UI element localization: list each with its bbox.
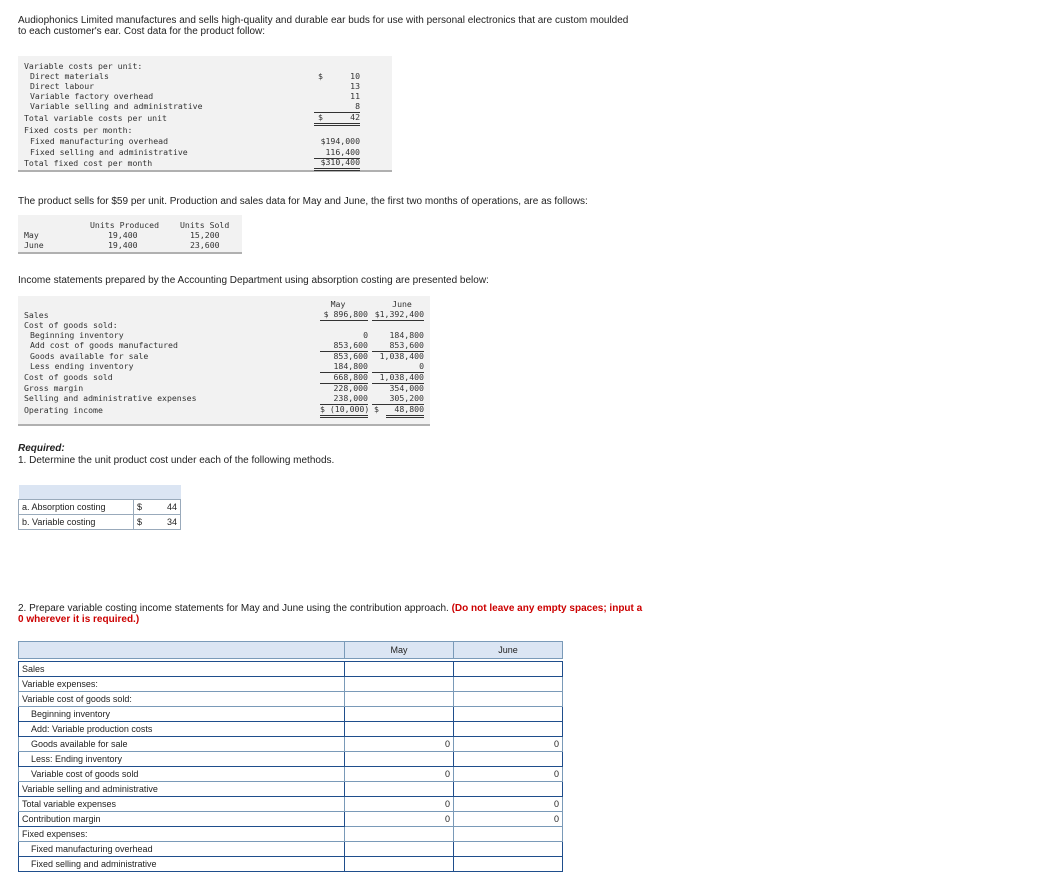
inc-sae-june: 305,200 (372, 393, 424, 405)
inc-bi-june: 184,800 (389, 330, 424, 340)
variable-selling-admin-june-input[interactable] (454, 782, 563, 797)
inc-acgm-label: Add cost of goods manufactured (30, 340, 178, 350)
table-row (19, 797, 563, 812)
row-label-fixed-selling-admin[interactable]: Fixed selling and administrative (19, 857, 345, 872)
fixed-manufacturing-overhead-may-input[interactable] (345, 842, 454, 857)
row-label-variable-cogs-header: Variable cost of goods sold: (19, 692, 345, 707)
fixed-selling-admin-label: Fixed selling and administrative (30, 147, 188, 157)
inc-bi-may: 0 (363, 330, 368, 340)
required-heading: Required: (18, 443, 65, 454)
variable-selling-admin-value: 8 (314, 101, 360, 113)
prod-june-label: June (24, 240, 44, 250)
table-row (19, 767, 563, 782)
variable-costing-input[interactable]: 34 (150, 515, 181, 530)
inc-lei-june: 0 (372, 361, 424, 373)
inc-gafs-label: Goods available for sale (30, 351, 149, 361)
row-label-sales[interactable]: Sales (19, 662, 345, 677)
fixed-manufacturing-overhead-value: $194,000 (320, 136, 360, 146)
row-label-fixed-manufacturing-overhead[interactable]: Fixed manufacturing overhead (19, 842, 345, 857)
row-label-beginning-inventory[interactable]: Beginning inventory (19, 707, 345, 722)
production-table (18, 215, 242, 254)
table-row (19, 662, 563, 677)
variable-factory-overhead-label: Variable factory overhead (30, 91, 154, 101)
fixed-manufacturing-overhead-june-input[interactable] (454, 842, 563, 857)
table-row (19, 857, 563, 872)
prod-june-produced: 19,400 (108, 240, 138, 250)
table-row (19, 500, 181, 515)
statement-may-header: May (345, 642, 454, 659)
variable-costing-currency: $ (134, 515, 151, 530)
total-variable-costs-label: Total variable costs per unit (24, 113, 167, 123)
prod-may-produced: 19,400 (108, 230, 138, 240)
row-label-fixed-expenses: Fixed expenses: (19, 827, 345, 842)
variable-cogs-header-june (454, 692, 563, 707)
table-header-row (19, 642, 563, 659)
inc-cgs-may: 668,800 (320, 372, 368, 384)
variable-cogs-may: 0 (345, 767, 454, 782)
fixed-costs-header: Fixed costs per month: (24, 125, 133, 135)
inc-cgs-june: 1,038,400 (372, 372, 424, 384)
table-row (19, 737, 563, 752)
total-fixed-cost-value: $310,400 (314, 157, 360, 171)
units-produced-header: Units Produced (90, 220, 160, 230)
inc-may-header: May (330, 299, 346, 309)
absorption-costing-currency: $ (134, 500, 151, 515)
goods-available-may: 0 (345, 737, 454, 752)
variable-selling-admin-may-input[interactable] (345, 782, 454, 797)
row-label-total-variable-expenses: Total variable expenses (19, 797, 345, 812)
sales-june-input[interactable] (454, 662, 563, 677)
fixed-selling-admin-value: 116,400 (314, 147, 360, 159)
inc-sales-may: $ 896,800 (320, 309, 368, 321)
question-1-text: 1. Determine the unit product cost under each of the following methods. (18, 455, 335, 466)
table-row (19, 842, 563, 857)
question-2-main: 2. Prepare variable costing income statements for May and June using the contribution approach. (18, 603, 449, 614)
question-2-requirement: (Do not leave any empty spaces; input a 0 wherever it is required.) (18, 603, 643, 625)
inc-gafs-june: 1,038,400 (379, 351, 424, 361)
question-2-text (18, 603, 648, 625)
prod-june-sold: 23,600 (190, 240, 220, 250)
fixed-selling-admin-may-input[interactable] (345, 857, 454, 872)
variable-selling-admin-label: Variable selling and administrative (30, 101, 203, 111)
row-label-variable-expenses: Variable expenses: (19, 677, 345, 692)
inc-oi-label: Operating income (24, 405, 103, 415)
inc-oi-june-currency: $ (374, 404, 379, 414)
inc-gm-label: Gross margin (24, 383, 84, 393)
goods-available-june: 0 (454, 737, 563, 752)
absorption-income-statement (18, 296, 430, 426)
inc-acgm-may: 853,600 (320, 340, 368, 352)
income-text: Income statements prepared by the Accounting Department using absorption costing are presented below: (18, 275, 489, 286)
inc-sales-june: $1,392,400 (372, 309, 424, 321)
table-row (19, 677, 563, 692)
total-variable-costs-value: 42 (314, 112, 360, 126)
contribution-margin-may: 0 (345, 812, 454, 827)
table-row (19, 812, 563, 827)
direct-labour-label: Direct labour (30, 81, 95, 91)
absorption-costing-input[interactable]: 44 (150, 500, 181, 515)
inc-gafs-may: 853,600 (333, 351, 368, 361)
inc-gm-may: 228,000 (333, 383, 368, 393)
unit-cost-header-bar (19, 485, 181, 500)
direct-materials-currency: $ (318, 71, 323, 81)
row-label-variable-selling-admin[interactable]: Variable selling and administrative (19, 782, 345, 797)
table-row (19, 752, 563, 767)
fixed-expenses-june (454, 827, 563, 842)
inc-oi-may: $ (10,000) (320, 404, 368, 418)
unit-cost-table (18, 485, 181, 530)
row-label-contribution-margin[interactable]: Contribution margin (19, 812, 345, 827)
statement-june-header: June (454, 642, 563, 659)
variable-costing-label: b. Variable costing (19, 515, 134, 530)
fixed-expenses-may (345, 827, 454, 842)
variable-expenses-june (454, 677, 563, 692)
table-row (19, 827, 563, 842)
inc-sales-label: Sales (24, 310, 49, 320)
table-row (19, 782, 563, 797)
total-fixed-cost-label: Total fixed cost per month (24, 158, 153, 168)
sales-may-input[interactable] (345, 662, 454, 677)
beginning-inventory-june-input[interactable] (454, 707, 563, 722)
statement-header-blank (19, 642, 345, 659)
fixed-manufacturing-overhead-label: Fixed manufacturing overhead (30, 136, 169, 146)
variable-production-costs-june-input[interactable] (454, 722, 563, 737)
inc-gm-june: 354,000 (389, 383, 424, 393)
total-variable-expenses-may: 0 (345, 797, 454, 812)
beginning-inventory-may-input[interactable] (345, 707, 454, 722)
contribution-margin-june: 0 (454, 812, 563, 827)
inc-lei-label: Less ending inventory (30, 361, 134, 371)
direct-materials-value: 10 (350, 71, 360, 81)
row-label-ending-inventory[interactable]: Less: Ending inventory (19, 752, 345, 767)
inc-lei-may: 184,800 (320, 361, 368, 373)
direct-labour-value: 13 (350, 81, 360, 91)
table-row (19, 515, 181, 530)
inc-june-header: June (392, 299, 412, 309)
variable-cogs-header-may (345, 692, 454, 707)
inc-sae-may: 238,000 (320, 393, 368, 405)
direct-materials-label: Direct materials (30, 71, 109, 81)
units-sold-header: Units Sold (180, 220, 230, 230)
row-label-variable-cogs: Variable cost of goods sold (19, 767, 345, 782)
inc-cgs-label: Cost of goods sold (24, 372, 113, 382)
prod-may-label: May (24, 230, 39, 240)
row-label-variable-production-costs[interactable]: Add: Variable production costs (19, 722, 345, 737)
table-row (19, 692, 563, 707)
absorption-costing-label: a. Absorption costing (19, 500, 134, 515)
table-row (19, 707, 563, 722)
total-variable-expenses-june: 0 (454, 797, 563, 812)
inc-sae-label: Selling and administrative expenses (24, 393, 197, 403)
ending-inventory-may-input[interactable] (345, 752, 454, 767)
variable-costing-statement-table (18, 641, 563, 872)
inc-bi-label: Beginning inventory (30, 330, 124, 340)
ending-inventory-june-input[interactable] (454, 752, 563, 767)
inc-oi-june: 48,800 (386, 404, 424, 418)
inc-acgm-june: 853,600 (372, 340, 424, 352)
inc-cogs-header: Cost of goods sold: (24, 320, 118, 330)
table-row (19, 722, 563, 737)
variable-costs-header: Variable costs per unit: (24, 61, 143, 71)
prod-may-sold: 15,200 (190, 230, 220, 240)
variable-expenses-may (345, 677, 454, 692)
total-variable-costs-currency: $ (318, 112, 323, 122)
fixed-selling-admin-june-input[interactable] (454, 857, 563, 872)
variable-cogs-june: 0 (454, 767, 563, 782)
row-label-goods-available: Goods available for sale (19, 737, 345, 752)
sells-text: The product sells for $59 per unit. Production and sales data for May and June, the first two months of operations, are as follows: (18, 196, 588, 207)
intro-text: Audiophonics Limited manufactures and sells high-quality and durable ear buds for use with personal electronics that are custom moulded to each customer's ear. Cost data for the product follow: (18, 15, 629, 37)
variable-factory-overhead-value: 11 (350, 91, 360, 101)
cost-data-table (18, 56, 392, 172)
variable-production-costs-may-input[interactable] (345, 722, 454, 737)
